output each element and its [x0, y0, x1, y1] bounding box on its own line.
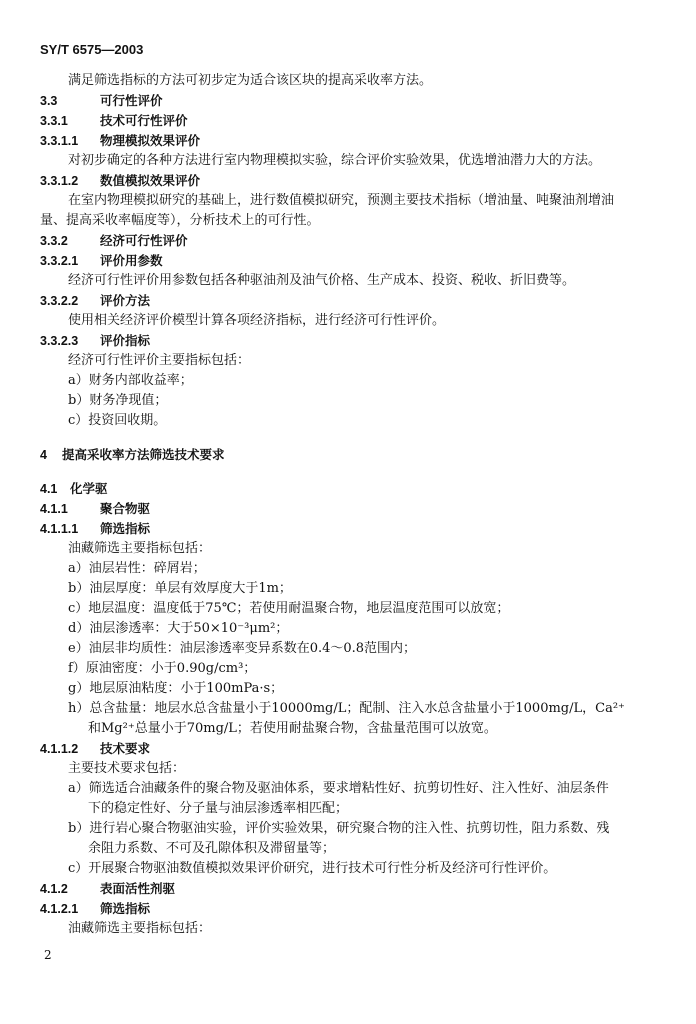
- section-title: 评价用参数: [100, 254, 163, 268]
- section-title: 提高采收率方法筛选技术要求: [62, 448, 225, 462]
- body-text-line: 经济可行性评价用参数包括各种驱油剂及油气价格、生产成本、投资、税收、折旧费等。: [68, 273, 576, 288]
- body-text-line: a）筛选适合油藏条件的聚合物及驱油体系，要求增粘性好、抗剪切性好、注入性好、油层条件: [68, 781, 609, 796]
- body-text-line: b）财务净现值；: [68, 393, 168, 408]
- body-text-line: 经济可行性评价主要指标包括：: [68, 353, 251, 368]
- body-text-line: a）财务内部收益率；: [68, 373, 193, 388]
- section-title: 数值模拟效果评价: [100, 174, 201, 188]
- section-heading: [40, 880, 175, 898]
- section-number: 4.1.1: [40, 502, 68, 516]
- section-title: 可行性评价: [100, 94, 163, 108]
- section-number: 4: [40, 448, 47, 462]
- section-title: 技术要求: [100, 742, 151, 756]
- body-text-line: c）开展聚合物驱油数值模拟效果评价研究，进行技术可行性分析及经济可行性评价。: [68, 861, 557, 876]
- body-text-line: b）进行岩心聚合物驱油实验，评价实验效果，研究聚合物的注入性、抗剪切性，阻力系数、残: [68, 821, 610, 836]
- section-title: 物理模拟效果评价: [100, 134, 201, 148]
- section-title: 表面活性剂驱: [100, 882, 176, 896]
- section-heading: [40, 480, 108, 498]
- body-text-line: b）油层厚度：单层有效厚度大于1m；: [68, 581, 292, 596]
- body-text-line: e）油层非均质性：油层渗透率变异系数在0.4～0.8范围内；: [68, 641, 417, 656]
- section-heading: [40, 172, 200, 190]
- section-number: 4.1: [40, 482, 58, 496]
- section-title: 评价方法: [100, 294, 151, 308]
- body-text-line: g）地层原油粘度：小于100mPa·s；: [68, 681, 284, 696]
- section-number: 4.1.1.1: [40, 522, 79, 536]
- section-heading: [40, 292, 150, 310]
- body-text-line: 油藏筛选主要指标包括：: [68, 541, 212, 556]
- section-number: 4.1.2: [40, 882, 68, 896]
- section-heading: [40, 252, 163, 270]
- body-text-line: c）地层温度：温度低于75℃；若使用耐温聚合物，地层温度范围可以放宽；: [68, 601, 510, 616]
- body-text-line: 主要技术要求包括：: [68, 761, 186, 776]
- section-number: 3.3.2: [40, 234, 68, 248]
- section-title: 技术可行性评价: [100, 114, 188, 128]
- section-number: 3.3: [40, 94, 58, 108]
- standard-header: SY/T 6575—2003: [40, 42, 144, 57]
- section-heading: [40, 900, 150, 918]
- body-text-line: f）原油密度：小于0.90g/cm³；: [68, 661, 257, 676]
- section-title: 化学驱: [70, 482, 108, 496]
- section-number: 3.3.2.3: [40, 334, 79, 348]
- section-title: 聚合物驱: [100, 502, 151, 516]
- section-heading: [40, 332, 150, 350]
- section-heading: [40, 92, 163, 110]
- body-text-line: 在室内物理模拟研究的基础上，进行数值模拟研究，预测主要技术指标（增油量、吨聚油剂增油: [68, 193, 615, 208]
- section-heading: [40, 132, 200, 150]
- body-text-line: 对初步确定的各种方法进行室内物理模拟实验，综合评价实验效果，优选增油潜力大的方法。: [68, 153, 602, 168]
- body-text-line: c）投资回收期。: [68, 413, 167, 428]
- body-text-line: 余阻力系数、不可及孔隙体积及滞留量等；: [88, 841, 336, 856]
- section-heading: [40, 112, 188, 130]
- body-text-line: 满足筛选指标的方法可初步定为适合该区块的提高采收率方法。: [68, 73, 433, 88]
- section-heading: [40, 500, 150, 518]
- body-text-line: 和Mg²⁺总量小于70mg/L；若使用耐盐聚合物，含盐量范围可以放宽。: [88, 721, 497, 736]
- section-number: 3.3.1.1: [40, 134, 79, 148]
- section-number: 4.1.2.1: [40, 902, 79, 916]
- section-title: 筛选指标: [100, 522, 151, 536]
- section-number: 3.3.2.2: [40, 294, 79, 308]
- section-number: 3.3.1: [40, 114, 68, 128]
- body-text-line: 使用相关经济评价模型计算各项经济指标，进行经济可行性评价。: [68, 313, 446, 328]
- section-title: 评价指标: [100, 334, 151, 348]
- section-number: 3.3.2.1: [40, 254, 79, 268]
- section-title: 筛选指标: [100, 902, 151, 916]
- body-text-line: d）油层渗透率：大于50×10⁻³μm²；: [68, 621, 289, 636]
- section-heading: [40, 232, 188, 250]
- body-text-line: 量、提高采收率幅度等），分析技术上的可行性。: [40, 213, 320, 228]
- body-text-line: 油藏筛选主要指标包括：: [68, 921, 212, 936]
- body-text-line: a）油层岩性：碎屑岩；: [68, 561, 206, 576]
- section-number: 4.1.1.2: [40, 742, 79, 756]
- page-number: 2: [44, 948, 52, 962]
- section-heading: [40, 740, 150, 758]
- section-heading: [40, 520, 150, 538]
- body-text-line: h）总含盐量：地层水总含盐量小于10000mg/L；配制、注入水总含盐量小于1000mg/L，Ca²⁺: [68, 701, 625, 716]
- section-heading: [40, 446, 225, 464]
- body-text-line: 下的稳定性好、分子量与油层渗透率相匹配；: [88, 801, 349, 816]
- section-title: 经济可行性评价: [100, 234, 188, 248]
- section-number: 3.3.1.2: [40, 174, 79, 188]
